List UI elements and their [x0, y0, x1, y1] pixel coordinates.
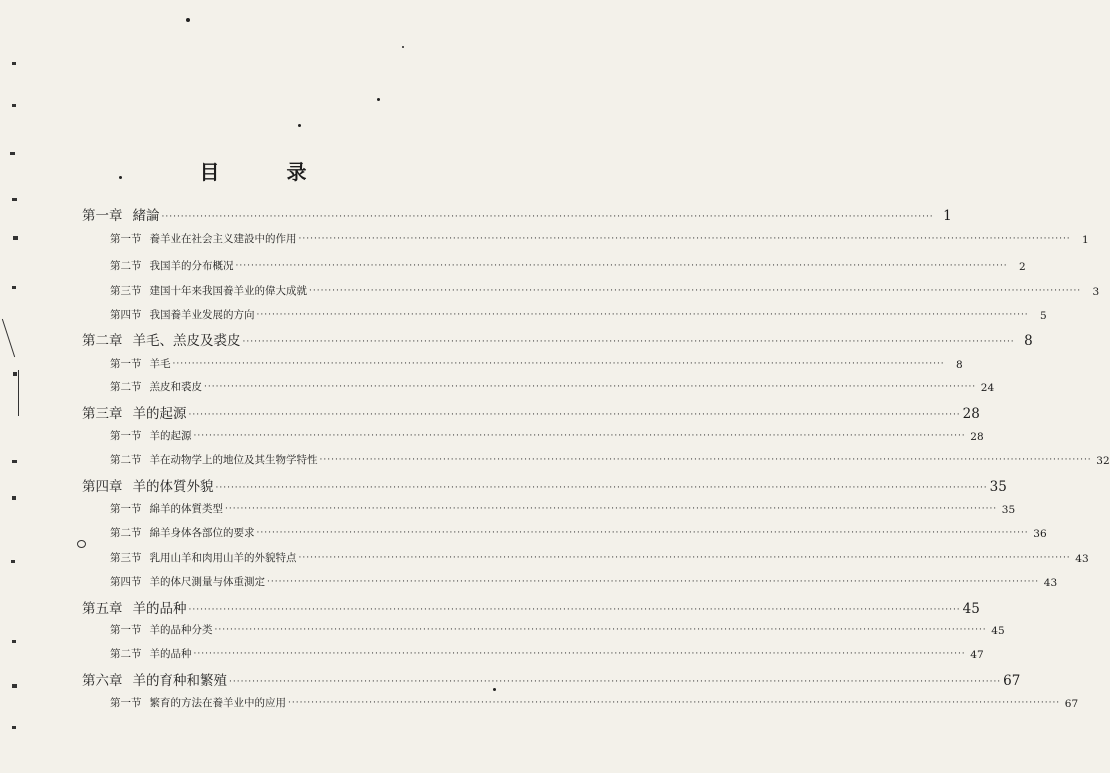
- edge-mark: [12, 104, 16, 107]
- chapter-number: 第一章: [82, 208, 123, 224]
- toc-section-entry: [110, 573, 1058, 589]
- toc-section-entry: [110, 257, 1026, 273]
- entry-label: [110, 646, 192, 661]
- entry-title: 羔皮和裘皮: [149, 381, 202, 393]
- toc-section-entry: [110, 282, 1100, 298]
- toc-section-entry: [110, 230, 1089, 246]
- chapter-number: 第四章: [82, 479, 123, 495]
- page-number: 67: [1064, 698, 1079, 710]
- entry-label: [110, 307, 255, 322]
- edge-mark: [12, 726, 16, 729]
- section-number: 第三节: [110, 552, 142, 564]
- toc-section-entry: [110, 306, 1047, 322]
- page-number: 1: [1081, 234, 1089, 246]
- page-number: 45: [962, 601, 980, 617]
- edge-mark: [12, 286, 16, 289]
- toc-section-entry: [110, 378, 995, 394]
- entry-label: [82, 402, 187, 422]
- toc-chapter-entry: [82, 329, 1033, 349]
- page-number: 2: [1018, 261, 1026, 273]
- scan-speck: [493, 688, 496, 691]
- page-number: 67: [1003, 673, 1021, 689]
- toc-chapter-entry: [82, 475, 1007, 495]
- toc-section-entry: [110, 500, 1016, 516]
- entry-label: [110, 231, 297, 246]
- section-number: 第三节: [110, 285, 142, 297]
- dot-leader: ········································································································································································································: [309, 286, 1082, 296]
- dot-leader: ········································································································································································································: [242, 337, 1015, 347]
- entry-label: [82, 597, 187, 617]
- dot-leader: ········································································································································································································: [214, 625, 987, 635]
- scan-speck: [298, 124, 301, 127]
- dot-leader: ········································································································································································································: [288, 698, 1061, 708]
- page-number: 36: [1033, 528, 1047, 540]
- edge-mark: [13, 372, 17, 376]
- dot-leader: ········································································································································································································: [188, 410, 961, 420]
- entry-label: [110, 695, 286, 710]
- page-number: 1: [943, 208, 952, 224]
- entry-title: 養羊业在社会主义建設中的作用: [149, 233, 297, 245]
- edge-mark: [13, 236, 18, 240]
- dot-leader: ········································································································································································································: [193, 649, 966, 659]
- entry-label: [82, 204, 160, 224]
- section-number: 第四节: [110, 309, 142, 321]
- toc-section-entry: [110, 549, 1089, 565]
- section-number: 第一节: [110, 697, 142, 709]
- entry-label: [82, 329, 241, 349]
- page-number: 35: [989, 479, 1007, 495]
- dot-leader: ········································································································································································································: [215, 483, 988, 493]
- page-number: 43: [1075, 553, 1089, 565]
- entry-title: 羊的育种和繁殖: [132, 673, 227, 689]
- section-number: 第一节: [110, 233, 142, 245]
- page-number: 45: [991, 625, 1005, 637]
- page-number: 43: [1043, 577, 1058, 589]
- entry-label: [110, 379, 202, 394]
- toc-section-entry: [110, 451, 1110, 467]
- page-number: 8: [955, 359, 963, 371]
- dot-leader: ········································································································································································································: [267, 577, 1040, 587]
- section-number: 第一节: [110, 624, 142, 636]
- dot-leader: ········································································································································································································: [172, 359, 945, 369]
- entry-title: 我国養羊业发展的方向: [149, 309, 255, 321]
- dot-leader: ········································································································································································································: [298, 234, 1071, 244]
- edge-mark: [12, 496, 16, 500]
- toc-chapter-entry: [82, 669, 1021, 689]
- section-number: 第二节: [110, 260, 142, 272]
- entry-title: 羊的起源: [149, 430, 192, 442]
- edge-mark: [18, 370, 19, 416]
- entry-title: 羊的体質外貌: [132, 479, 214, 495]
- entry-label: [110, 501, 223, 516]
- scan-speck: [186, 18, 190, 22]
- section-number: 第二节: [110, 648, 142, 660]
- section-number: 第四节: [110, 576, 142, 588]
- section-number: 第二节: [110, 527, 142, 539]
- entry-label: [110, 574, 265, 589]
- toc-section-entry: [110, 427, 984, 443]
- toc-section-entry: [110, 621, 1005, 637]
- chapter-number: 第五章: [82, 601, 123, 617]
- entry-title: 緒論: [132, 208, 160, 224]
- toc-section-entry: [110, 645, 984, 661]
- scan-speck: [119, 176, 122, 179]
- entry-label: [82, 669, 227, 689]
- page-number: 32: [1096, 455, 1110, 467]
- entry-label: [110, 550, 297, 565]
- dot-leader: ········································································································································································································: [188, 605, 961, 615]
- toc-chapter-entry: [82, 402, 980, 422]
- section-number: 第一节: [110, 358, 142, 370]
- toc-section-entry: [110, 355, 963, 371]
- edge-mark: [12, 640, 16, 643]
- entry-title: 羊的品种: [132, 601, 187, 617]
- dot-leader: ········································································································································································································: [256, 310, 1029, 320]
- dot-leader: ········································································································································································································: [193, 431, 966, 441]
- edge-mark: [12, 460, 17, 463]
- chapter-number: 第三章: [82, 406, 123, 422]
- page-number: 35: [1001, 504, 1016, 516]
- entry-title: 繁育的方法在養羊业中的应用: [149, 697, 286, 709]
- dot-leader: ········································································································································································································: [225, 504, 998, 514]
- dot-leader: ········································································································································································································: [229, 677, 1002, 687]
- section-number: 第二节: [110, 381, 142, 393]
- dot-leader: ········································································································································································································: [204, 382, 977, 392]
- entry-title: 羊毛、羔皮及裘皮: [132, 333, 241, 349]
- entry-title: 綿羊的体質类型: [149, 503, 223, 515]
- section-number: 第二节: [110, 454, 142, 466]
- page-number: 28: [962, 406, 980, 422]
- dot-leader: ········································································································································································································: [319, 455, 1092, 465]
- scan-speck: [377, 98, 380, 101]
- entry-title: 羊的品种分类: [149, 624, 213, 636]
- chapter-number: 第二章: [82, 333, 123, 349]
- edge-mark: [12, 62, 16, 65]
- entry-label: [110, 622, 213, 637]
- scan-speck: [77, 540, 86, 548]
- entry-title: 羊毛: [149, 358, 171, 370]
- dot-leader: ········································································································································································································: [298, 553, 1071, 563]
- entry-title: 羊的体尺測量与体重測定: [149, 576, 265, 588]
- edge-mark: [11, 560, 15, 563]
- entry-title: 乳用山羊和肉用山羊的外貌特点: [149, 552, 297, 564]
- entry-title: 羊的起源: [132, 406, 187, 422]
- toc-chapter-entry: [82, 204, 952, 224]
- page-number: 28: [970, 431, 984, 443]
- page-number: 8: [1024, 333, 1033, 349]
- toc-chapter-entry: [82, 597, 980, 617]
- entry-title: 我国羊的分布概况: [149, 260, 234, 272]
- edge-mark: [12, 198, 17, 201]
- dot-leader: ········································································································································································································: [161, 212, 934, 222]
- entry-label: [110, 283, 307, 298]
- entry-title: 綿羊身体各部位的要求: [149, 527, 255, 539]
- page-number: 3: [1092, 286, 1100, 298]
- section-number: 第一节: [110, 430, 142, 442]
- page-number: 24: [980, 382, 995, 394]
- entry-label: [110, 258, 234, 273]
- toc-section-entry: [110, 524, 1047, 540]
- page-number: 47: [970, 649, 984, 661]
- entry-label: [110, 356, 171, 371]
- dot-leader: ········································································································································································································: [235, 261, 1008, 271]
- entry-title: 羊在动物学上的地位及其生物学特性: [149, 454, 318, 466]
- edge-mark: [10, 152, 15, 155]
- scan-speck: [402, 46, 404, 48]
- chapter-number: 第六章: [82, 673, 123, 689]
- section-number: 第一节: [110, 503, 142, 515]
- entry-label: [110, 525, 255, 540]
- entry-title: 羊的品种: [149, 648, 192, 660]
- page-title: 目 录: [199, 160, 337, 184]
- entry-label: [110, 428, 192, 443]
- dot-leader: ········································································································································································································: [256, 528, 1029, 538]
- toc-section-entry: [110, 694, 1079, 710]
- entry-label: [82, 475, 214, 495]
- page-number: 5: [1039, 310, 1047, 322]
- entry-label: [110, 452, 318, 467]
- edge-mark: [12, 684, 17, 688]
- entry-title: 建国十年来我国養羊业的偉大成就: [149, 285, 307, 297]
